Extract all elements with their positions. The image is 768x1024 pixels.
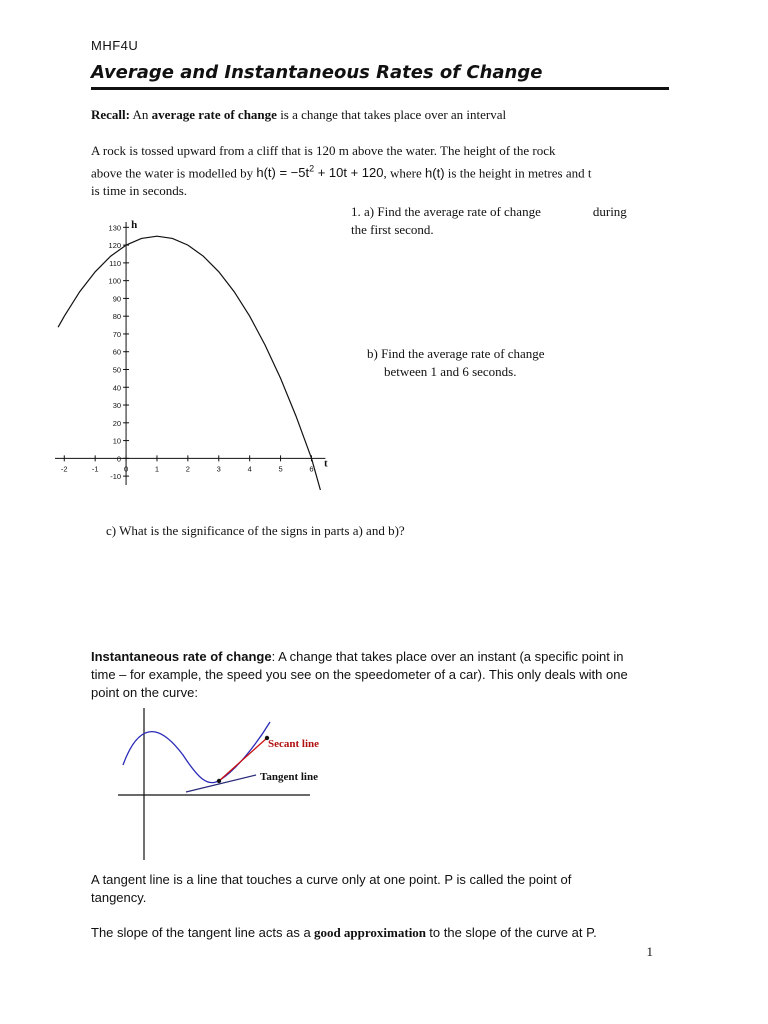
slope-post: to the slope of the curve at P. xyxy=(429,925,597,940)
x-tick-label: -2 xyxy=(60,464,68,474)
problem-line-2-pre: above the water is modelled by xyxy=(91,165,254,181)
x-tick-label: 5 xyxy=(278,464,283,474)
question-1c: c) What is the significance of the signs in parts a) and b)? xyxy=(106,523,405,538)
q1b-line-2: between 1 and 6 seconds. xyxy=(384,364,517,379)
recall-term: average rate of change xyxy=(151,107,277,122)
y-tick-label: 30 xyxy=(112,401,122,411)
y-tick-label: 80 xyxy=(112,312,122,322)
x-tick-label: -1 xyxy=(91,464,99,474)
height-formula xyxy=(256,165,383,180)
x-axis-label: t xyxy=(324,457,328,470)
page-title: Average and Instantaneous Rates of Change xyxy=(91,62,543,83)
formula-h: h(t) xyxy=(425,165,445,181)
definition-line-1: : A change that takes place over an instant (a specific point in xyxy=(271,649,624,664)
course-code: MHF4U xyxy=(91,38,139,53)
problem-line-3: is time in seconds. xyxy=(91,183,188,199)
y-tick-label: 120 xyxy=(108,241,122,251)
x-tick-label: 1 xyxy=(154,464,160,474)
slope-statement xyxy=(91,924,661,942)
formula-lhs: h(t) = −5t xyxy=(256,165,310,181)
problem-line-2 xyxy=(91,160,661,182)
formula-exponent: 2 xyxy=(309,164,315,174)
y-tick-label: 20 xyxy=(112,418,122,428)
definition-line-2: time – for example, the speed you see on the speedometer of a car). This only deals with one xyxy=(91,667,628,682)
problem-statement xyxy=(91,142,661,200)
problem-line-2-mid: , where xyxy=(383,165,422,181)
y-axis-label: h xyxy=(131,219,138,231)
y-tick-label: 90 xyxy=(112,294,122,304)
secant-tangent-diagram xyxy=(88,700,360,870)
tangent-label: Tangent line xyxy=(260,771,318,783)
secant-label: Secant line xyxy=(268,738,320,750)
y-tick-label: 70 xyxy=(112,329,122,339)
recall-line xyxy=(91,106,661,124)
y-tick-label: 0 xyxy=(116,454,122,464)
problem-line-1: A rock is tossed upward from a cliff that is 120 m above the water. The height of the rock xyxy=(91,143,556,158)
q1a-line-2: the first second. xyxy=(351,222,434,237)
tangent-line xyxy=(186,775,256,792)
y-tick-label: 130 xyxy=(108,223,122,233)
y-tick-label: -10 xyxy=(110,472,122,482)
definition-line-3: point on the curve: xyxy=(91,685,198,700)
page-number: 1 xyxy=(646,944,653,959)
y-tick-label: 50 xyxy=(112,365,122,375)
slope-pre: The slope of the tangent line acts as a xyxy=(91,925,311,940)
recall-label: Recall: xyxy=(91,107,130,122)
recall-pre: An xyxy=(132,107,149,122)
q1b-line-1: b) Find the average rate of change xyxy=(367,346,545,361)
formula-rhs: + 10t + 120 xyxy=(314,165,384,181)
height-curve xyxy=(58,236,321,490)
q1a-during: during xyxy=(592,204,627,219)
x-tick-label: 2 xyxy=(185,464,190,474)
problem-line-2-post: is the height in metres and t xyxy=(447,165,592,181)
y-tick-label: 60 xyxy=(112,347,122,357)
tangent-line-1: A tangent line is a line that touches a curve only at one point. P is called the point of xyxy=(91,872,572,887)
instantaneous-term: Instantaneous rate of change xyxy=(91,649,272,664)
height-graph xyxy=(40,210,340,490)
y-tick-label: 100 xyxy=(108,276,122,286)
q1a-line-1: 1. a) Find the average rate of change xyxy=(351,204,541,219)
slope-bold: good approximation xyxy=(313,925,427,940)
recall-post: is a change that takes place over an interval xyxy=(280,107,507,122)
title-underline xyxy=(91,87,669,90)
y-tick-label: 40 xyxy=(112,383,122,393)
tangent-definition xyxy=(91,871,661,907)
tangent-line-2: tangency. xyxy=(91,890,147,905)
x-tick-label: 4 xyxy=(247,464,252,474)
point-p xyxy=(217,779,221,783)
instantaneous-definition xyxy=(91,648,661,702)
diagram-curve xyxy=(123,722,270,783)
question-1b xyxy=(367,345,545,381)
y-tick-label: 110 xyxy=(109,258,122,268)
x-tick-label: 0 xyxy=(123,464,129,474)
y-tick-label: 10 xyxy=(112,436,122,446)
x-tick-label: 3 xyxy=(216,464,221,474)
x-tick-label: 6 xyxy=(309,464,314,474)
question-1a xyxy=(351,203,627,239)
